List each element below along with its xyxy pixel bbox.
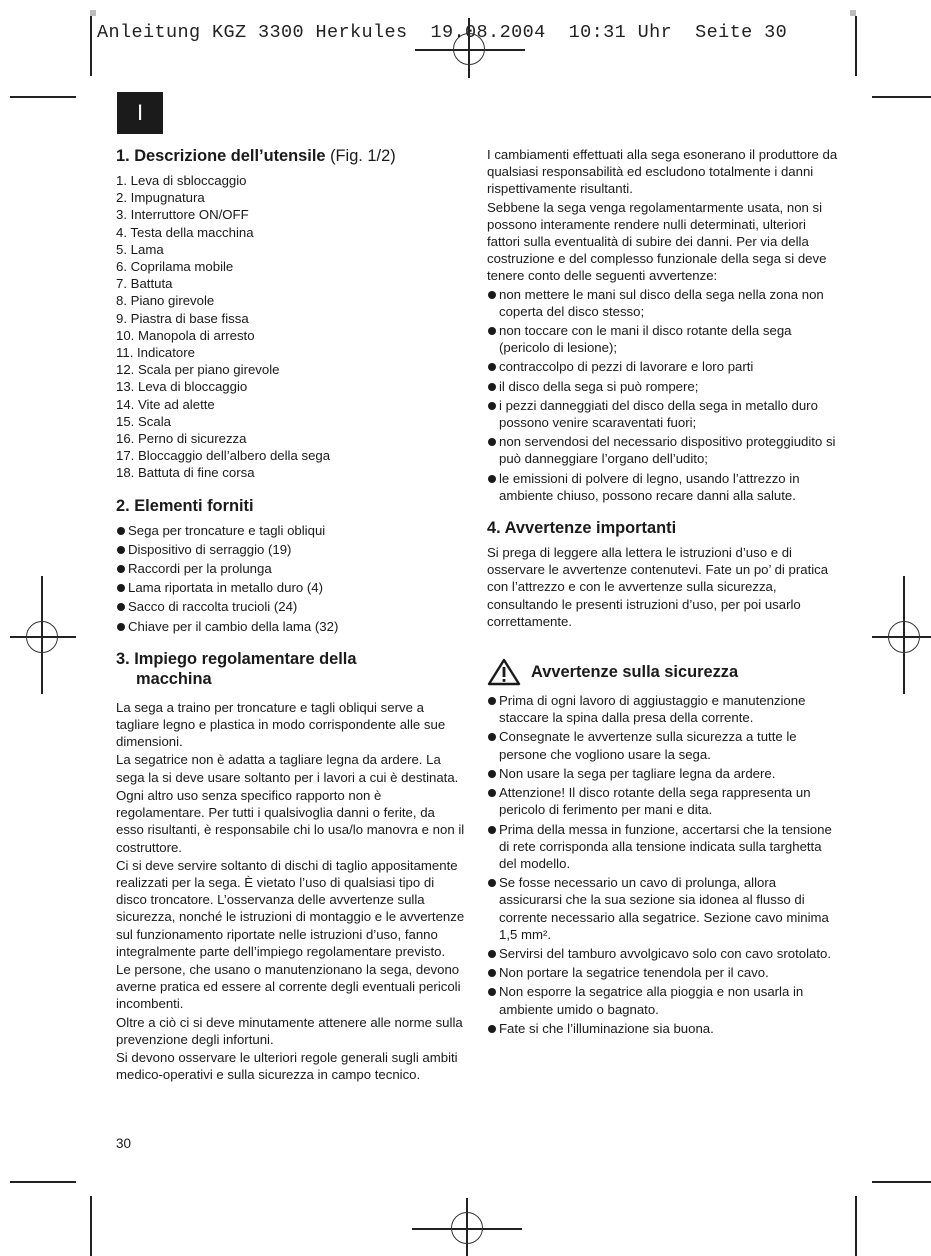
- list-item: Dispositivo di serraggio (19): [116, 541, 466, 558]
- section3-title: [116, 649, 466, 689]
- section1-title: [116, 146, 466, 166]
- print-header: Anleitung KGZ 3300 Herkules 19.08.2004 10:31 Uhr Seite 30: [97, 22, 788, 43]
- language-badge: I: [117, 92, 163, 134]
- registration-left-circle: [26, 621, 58, 653]
- list-item: Non usare la sega per tagliare legna da ardere.: [487, 765, 842, 782]
- paragraph: La sega a traino per troncature e tagli obliqui serve a tagliare legno e plastica in modo corrispondente alle sue dimensioni.: [116, 699, 446, 750]
- supplied-items-list: [116, 522, 466, 635]
- left-column: [116, 146, 466, 1084]
- list-item: 1. Leva di sbloccaggio: [116, 173, 247, 188]
- section3-title-line1: 3. Impiego regolamentare della: [116, 649, 357, 668]
- list-item: 15. Scala: [116, 413, 171, 429]
- list-item: 7. Battuta: [116, 276, 173, 292]
- list-item: Prima della messa in funzione, accertarsi che la tensione di rete corrisponda alla tensione indicata sulla targhetta del modello.: [487, 821, 842, 873]
- paragraph: Ogni altro uso senza specifico rapporto non è regolamentare. Per tutti i qualsivoglia danni o ferite, da esso risultanti, è responsabile chi lo usa/lo manovra e non il costruttore.: [116, 787, 465, 855]
- paragraph: Oltre a ciò ci si deve minutamente attenere alle norme sulla prevenzione degli infortuni.: [116, 1014, 463, 1047]
- list-item: le emissioni di polvere di legno, usando l’attrezzo in ambiente chiuso, possono recare danni alla salute.: [487, 470, 842, 504]
- list-item: 5. Lama: [116, 241, 164, 257]
- list-item: 8. Piano girevole: [116, 293, 215, 309]
- list-item: Sacco di raccolta trucioli (24): [116, 598, 466, 615]
- registration-right-circle: [888, 621, 920, 653]
- list-item: 13. Leva di bloccaggio: [116, 379, 248, 395]
- list-item: 17. Bloccaggio dell’albero della sega: [116, 448, 331, 464]
- safety-title: Avvertenze sulla sicurezza: [531, 663, 739, 682]
- right-column: [487, 146, 842, 1051]
- parts-list: [116, 172, 466, 482]
- list-item: 6. Coprilama mobile: [116, 259, 234, 275]
- paragraph: I cambiamenti effettuati alla sega esonerano il produttore da qualsiasi responsabilità ed escludono totalmente i danni rispettivamente risultanti.: [487, 147, 838, 197]
- registration-bottom-circle: [451, 1212, 483, 1244]
- list-item: i pezzi danneggiati del disco della sega in metallo duro possono venire scaraventati fuori;: [487, 397, 842, 431]
- list-item: 16. Perno di sicurezza: [116, 431, 247, 447]
- crop-mark-bottom-left-vertical: [90, 1196, 92, 1256]
- list-item: il disco della sega si può rompere;: [487, 378, 842, 395]
- paragraph: Sebbene la sega venga regolamentarmente usata, non si possono interamente rendere nulli determinati, ulteriori fattori sulla eventualità di subire dei danni. Per via della costruzione e del complesso funzionale della sega si deve tenere conto delle seguenti avvertenze:: [487, 199, 827, 284]
- paragraph: La segatrice non è adatta a tagliare legna da ardere. La sega la si deve usare soltanto per i lavori a cui è destinata.: [116, 752, 459, 785]
- section1-figure-ref: (Fig. 1/2): [330, 147, 396, 165]
- paragraph: Ci si deve servire soltanto di dischi di taglio appositamente realizzati per la sega. È vietato l’uso di qualsiasi tipo di disco troncatore. L’osservanza delle avvertenze sulla sicurezza, nonché le istruzioni di montaggio e le avvertenze sul funzionamento riportate nelle istruzioni d’uso, fanno integralmente parte dell’impiego regolamentare previsto.: [116, 857, 465, 959]
- list-item: contraccolpo di pezzi di lavorare e loro parti: [487, 358, 842, 375]
- residual-risks-list: [487, 286, 842, 504]
- list-item: Prima di ogni lavoro di aggiustaggio e manutenzione staccare la spina dalla presa della corrente.: [487, 692, 842, 726]
- list-item: Non portare la segatrice tenendola per il cavo.: [487, 964, 842, 981]
- crop-mark-top-left-horizontal: [10, 96, 76, 98]
- crop-mark-bottom-left-horizontal: [10, 1181, 76, 1183]
- crop-mark-top-right-vertical: [855, 16, 857, 76]
- section3-title-line2: macchina: [136, 669, 212, 688]
- list-item: 18. Battuta di fine corsa: [116, 465, 255, 481]
- section4-title: 4. Avvertenze importanti: [487, 519, 677, 538]
- section3-body: [116, 699, 466, 1083]
- list-item: Raccordi per la prolunga: [116, 560, 466, 577]
- list-item: 11. Indicatore: [116, 345, 195, 361]
- crop-mark-top-left-vertical: [90, 16, 92, 76]
- crop-mark-top-right-horizontal: [872, 96, 931, 98]
- list-item: 14. Vite ad alette: [116, 396, 215, 412]
- warning-triangle-icon: [487, 658, 521, 686]
- list-item: 10. Manopola di arresto: [116, 327, 255, 343]
- list-item: Chiave per il cambio della lama (32): [116, 618, 466, 635]
- list-item: 4. Testa della macchina: [116, 224, 254, 240]
- list-item: 9. Piastra di base fissa: [116, 310, 249, 326]
- list-item: non toccare con le mani il disco rotante della sega (pericolo di lesione);: [487, 322, 842, 356]
- crop-mark-bottom-right-horizontal: [872, 1181, 931, 1183]
- crop-mark-bottom-right-vertical: [855, 1196, 857, 1256]
- list-item: Se fosse necessario un cavo di prolunga, allora assicurarsi che la sua sezione sia idonea al flusso di corrente necessario alla segatrice. Sezione cavo minima 1,5 mm².: [487, 874, 842, 943]
- list-item: 12. Scala per piano girevole: [116, 362, 280, 378]
- list-item: non mettere le mani sul disco della sega nella zona non coperta del disco stesso;: [487, 286, 842, 320]
- list-item: Lama riportata in metallo duro (4): [116, 579, 466, 596]
- list-item: Servirsi del tamburo avvolgicavo solo con cavo srotolato.: [487, 945, 842, 962]
- section4-paragraph: Si prega di leggere alla lettera le istruzioni d’uso e di osservare le avvertenze contenutevi. Fate un po’ di pratica con l’attrezzo e con le avvertenze sulla sicurezza, consultando le presenti istruzioni d’uso, per poi usarlo correttamente.: [487, 545, 829, 629]
- list-item: Non esporre la segatrice alla pioggia e non usarla in ambiente umido o bagnato.: [487, 983, 842, 1017]
- section2-title: 2. Elementi forniti: [116, 496, 254, 515]
- paragraph: Le persone, che usano o manutenzionano la sega, devono averne pratica ed essere al corrente degli eventuali pericoli incombenti.: [116, 961, 461, 1012]
- section1-title-text: 1. Descrizione dell’utensile: [116, 147, 326, 165]
- safety-list: [487, 692, 842, 1037]
- page-number: 30: [116, 1136, 132, 1151]
- list-item: Sega per troncature e tagli obliqui: [116, 522, 466, 539]
- list-item: Fate si che l’illuminazione sia buona.: [487, 1020, 842, 1037]
- list-item: Attenzione! Il disco rotante della sega rappresenta un pericolo di ferimento per mani e dita.: [487, 784, 842, 818]
- list-item: non servendosi del necessario dispositivo proteggiudito si può danneggiare l’organo dell’udito;: [487, 433, 842, 467]
- list-item: 2. Impugnatura: [116, 190, 205, 206]
- list-item: Consegnate le avvertenze sulla sicurezza a tutte le persone che vogliono usare la sega.: [487, 728, 842, 762]
- safety-heading: [487, 658, 842, 686]
- paragraph: Si devono osservare le ulteriori regole generali sugli ambiti medico-operativi e sulla sicurezza in campo tecnico.: [116, 1049, 458, 1083]
- list-item: 3. Interruttore ON/OFF: [116, 207, 249, 223]
